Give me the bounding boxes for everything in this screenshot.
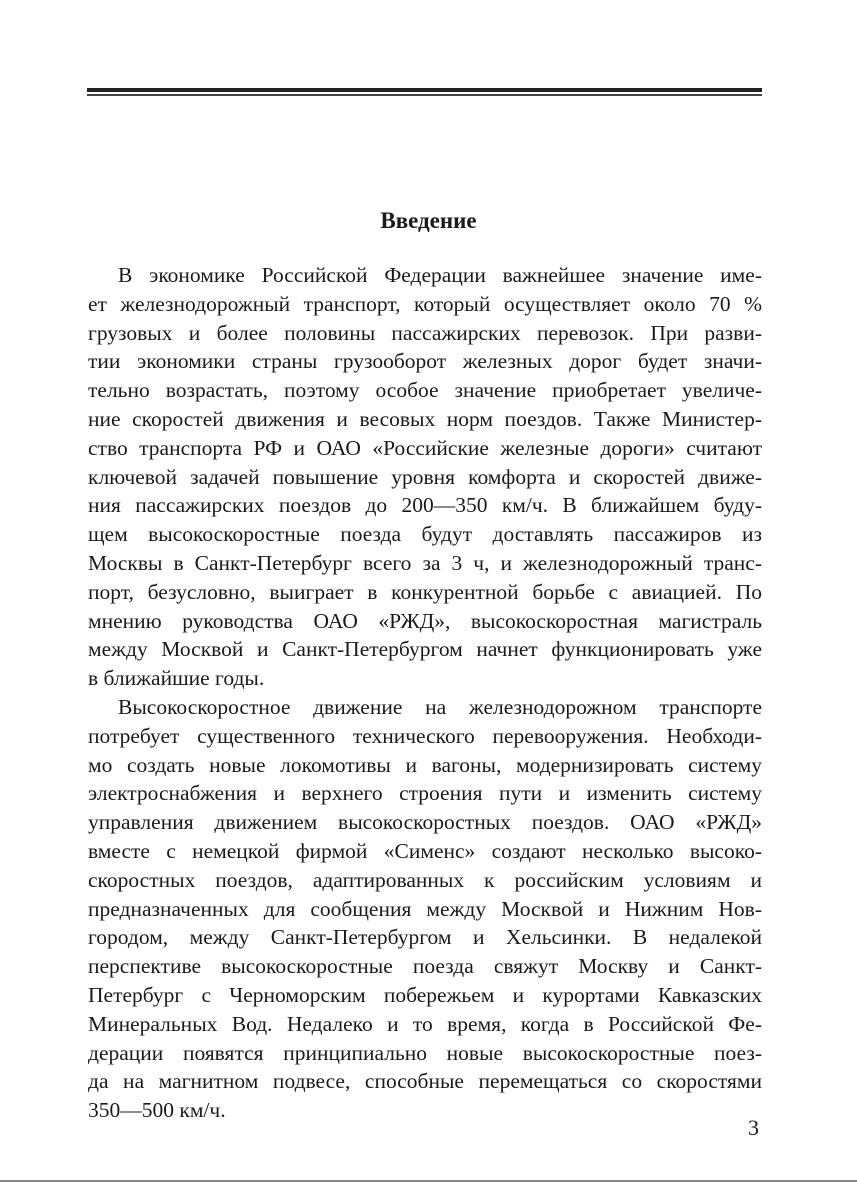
text-line: В экономике Российской Федерации важнейшее значение име- — [118, 263, 762, 287]
page-number: 3 — [748, 1115, 759, 1140]
header-rule-thick — [87, 88, 762, 92]
text-line: в ближайшие годы. — [88, 666, 265, 691]
text-line: потребует существенного технического перевооружения. Необходи- — [88, 723, 762, 748]
text-line: предназначенных для сообщения между Москвой и Нижним Нов- — [88, 896, 762, 921]
text-line: Высокоскоростное движение на железнодорожном транспорте — [118, 694, 762, 719]
text-line: между Москвой и Санкт-Петербургом начнет функционировать уже — [88, 637, 762, 662]
text-line: щем высокоскоростные поезда будут доставлять пассажиров из — [88, 522, 762, 547]
text-line: скоростных поездов, адаптированных к российским условиям и — [88, 867, 762, 892]
paragraph — [88, 693, 762, 1125]
text-line: управления движением высокоскоростных поездов. ОАО «РЖД» — [88, 810, 762, 835]
text-line: ключевой задачей повышение уровня комфорта и скоростей движе- — [88, 464, 762, 489]
text-line: городом, между Санкт-Петербургом и Хельсинки. В недалекой — [88, 925, 762, 950]
body-text — [88, 261, 762, 1125]
text-line: ет железнодорожный транспорт, который осуществляет около 70 % — [88, 291, 762, 316]
text-line: 350—500 км/ч. — [88, 1098, 226, 1123]
text-line: мо создать новые локомотивы и вагоны, модернизировать систему — [88, 752, 762, 777]
text-line: Москвы в Санкт-Петербург всего за 3 ч, и железнодорожный транс- — [88, 550, 762, 575]
text-line: Минеральных Вод. Недалеко и то время, когда в Российской Фе- — [88, 1011, 762, 1036]
header-rule-thin — [87, 94, 762, 96]
text-line: дерации появятся принципиально новые высокоскоростные поез- — [88, 1040, 762, 1065]
paragraph — [88, 261, 762, 693]
text-line: тельно возрастать, поэтому особое значение приобретает увеличе- — [88, 378, 762, 403]
text-line: электроснабжения и верхнего строения пути и изменить систему — [88, 781, 762, 806]
text-line: да на магнитном подвесе, способные перемещаться со скоростями — [88, 1069, 762, 1094]
text-line: ния пассажирских поездов до 200—350 км/ч. В ближайшем буду- — [88, 493, 762, 518]
text-line: порт, безусловно, выиграет в конкурентной борьбе с авиацией. По — [88, 579, 762, 604]
text-line: ство транспорта РФ и ОАО «Российские железные дороги» считают — [88, 435, 762, 460]
text-line: грузовых и более половины пассажирских перевозок. При разви- — [88, 320, 762, 345]
text-line: тии экономики страны грузооборот железных дорог будет значи- — [88, 349, 762, 374]
text-line: перспективе высокоскоростные поезда свяжут Москву и Санкт- — [88, 954, 762, 979]
text-line: ние скоростей движения и весовых норм поездов. Также Министер- — [88, 406, 762, 431]
text-line: Петербург с Черноморским побережьем и курортами Кавказских — [88, 982, 762, 1007]
text-line: мнению руководства ОАО «РЖД», высокоскоростная магистраль — [88, 608, 762, 633]
text-line: вместе с немецкой фирмой «Сименс» создают несколько высоко- — [88, 838, 762, 863]
chapter-title: Введение — [380, 208, 477, 233]
